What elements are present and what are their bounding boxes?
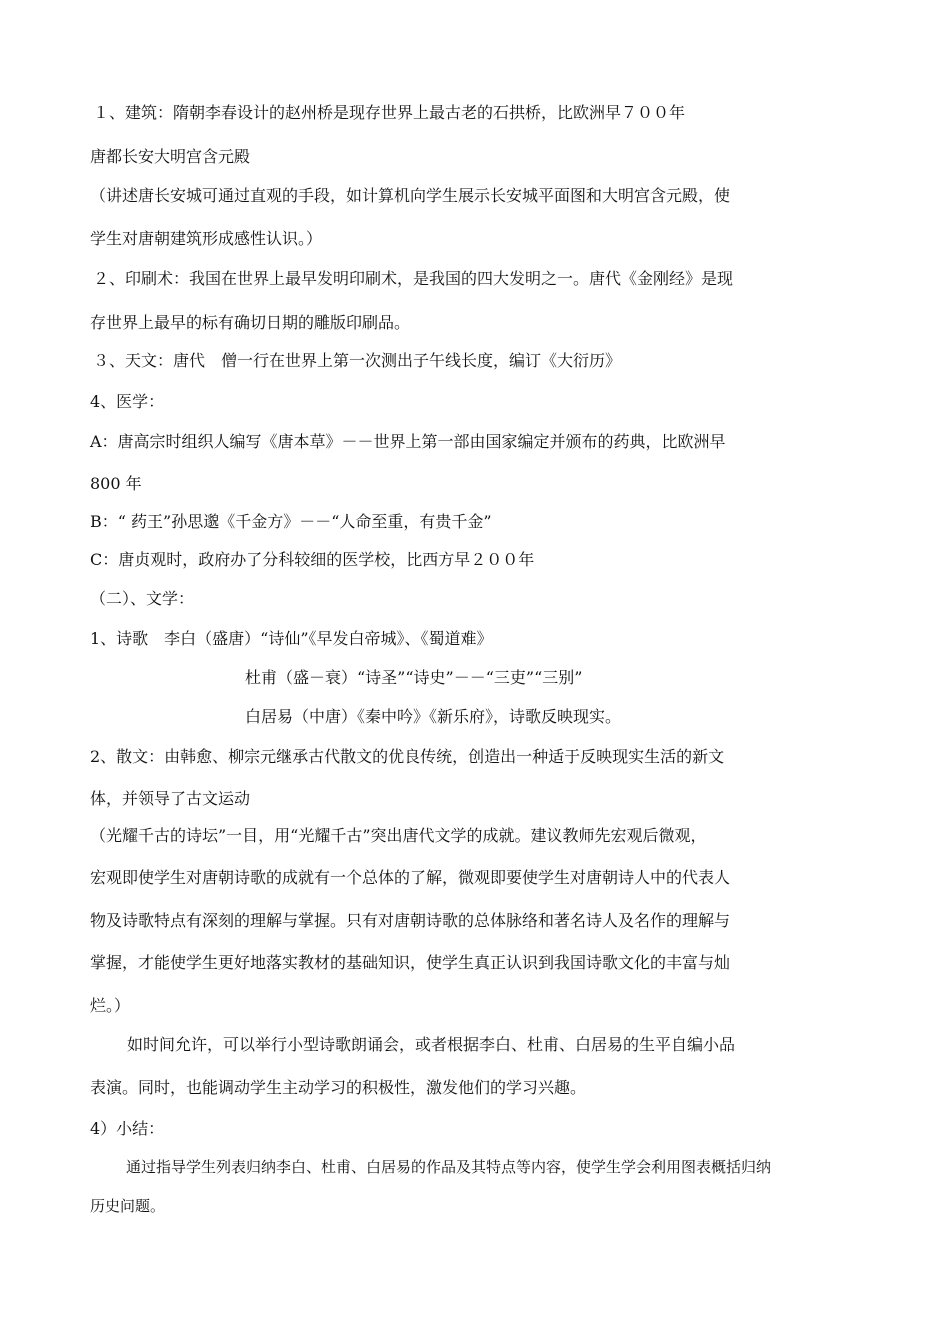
note-poetry-1: （光耀千古的诗坛”一目，用“光耀千古”突出唐代文学的成就。建议教师先宏观后微观， <box>90 826 707 845</box>
note-poetry-3: 物及诗歌特点有深刻的理解与掌握。只有对唐朝诗歌的总体脉络和著名诗人及名作的理解与 <box>90 911 731 930</box>
item-medicine-b: B：“ 药王”孙思邈《千金方》－－“人命至重，有贵千金” <box>90 512 492 531</box>
paragraph-printing: ２、印刷术：我国在世界上最早发明印刷术，是我国的四大发明之一。唐代《金刚经》是现 <box>93 269 734 288</box>
heading-summary: 4）小结： <box>90 1119 165 1138</box>
note-architecture-cont: 学生对唐朝建筑形成感性认识。） <box>90 229 323 248</box>
paragraph-summary-cont: 历史问题。 <box>90 1197 166 1215</box>
item-medicine-a: A：唐高宗时组织人编写《唐本草》－－世界上第一部由国家编定并颁布的药典，比欧洲早 <box>90 432 726 451</box>
paragraph-architecture: １、建筑：隋朝李春设计的赵州桥是现存世界上最古老的石拱桥，比欧洲早７００年 <box>93 103 686 122</box>
note-poetry-4: 掌握，才能使学生更好地落实教材的基础知识，使学生真正认识到我国诗歌文化的丰富与灿 <box>90 953 731 972</box>
item-medicine-a-cont: 800 年 <box>90 474 142 493</box>
paragraph-architecture-cont: 唐都长安大明宫含元殿 <box>90 147 251 166</box>
paragraph-summary: 通过指导学生列表归纳李白、杜甫、白居易的作品及其特点等内容，使学生学会利用图表概括归纳 <box>126 1158 772 1176</box>
item-medicine-c: C：唐贞观时，政府办了分科较细的医学校，比西方早２００年 <box>90 550 535 569</box>
item-prose: 2、散文：由韩愈、柳宗元继承古代散文的优良传统，创造出一种适于反映现实生活的新文 <box>90 747 725 766</box>
heading-medicine: 4、医学： <box>90 392 165 411</box>
heading-literature: （二）、文学： <box>90 589 195 608</box>
item-poetry-libai: 1、诗歌 李白（盛唐）“诗仙”《早发白帝城》、《蜀道难》 <box>90 629 493 648</box>
paragraph-recital: 如时间允许，可以举行小型诗歌朗诵会，或者根据李白、杜甫、白居易的生平自编小品 <box>127 1035 736 1054</box>
paragraph-recital-cont: 表演。同时，也能调动学生主动学习的积极性，激发他们的学习兴趣。 <box>90 1078 587 1097</box>
note-poetry-2: 宏观即使学生对唐朝诗歌的成就有一个总体的了解，微观即要使学生对唐朝诗人中的代表人 <box>90 868 731 887</box>
item-poetry-dufu: 杜甫（盛－衰）“诗圣”“诗史”－－“三吏”“三别” <box>245 668 583 687</box>
item-prose-cont: 体，并领导了古文运动 <box>90 789 251 808</box>
note-poetry-5: 烂。） <box>90 996 131 1015</box>
paragraph-printing-cont: 存世界上最早的标有确切日期的雕版印刷品。 <box>90 313 411 332</box>
item-poetry-baijuyi: 白居易（中唐）《秦中吟》《新乐府》，诗歌反映现实。 <box>245 707 622 726</box>
paragraph-astronomy: ３、天文：唐代 僧一行在世界上第一次测出子午线长度，编订《大衍历》 <box>93 351 622 370</box>
note-architecture: （讲述唐长安城可通过直观的手段，如计算机向学生展示长安城平面图和大明宫含元殿，使 <box>90 186 731 205</box>
